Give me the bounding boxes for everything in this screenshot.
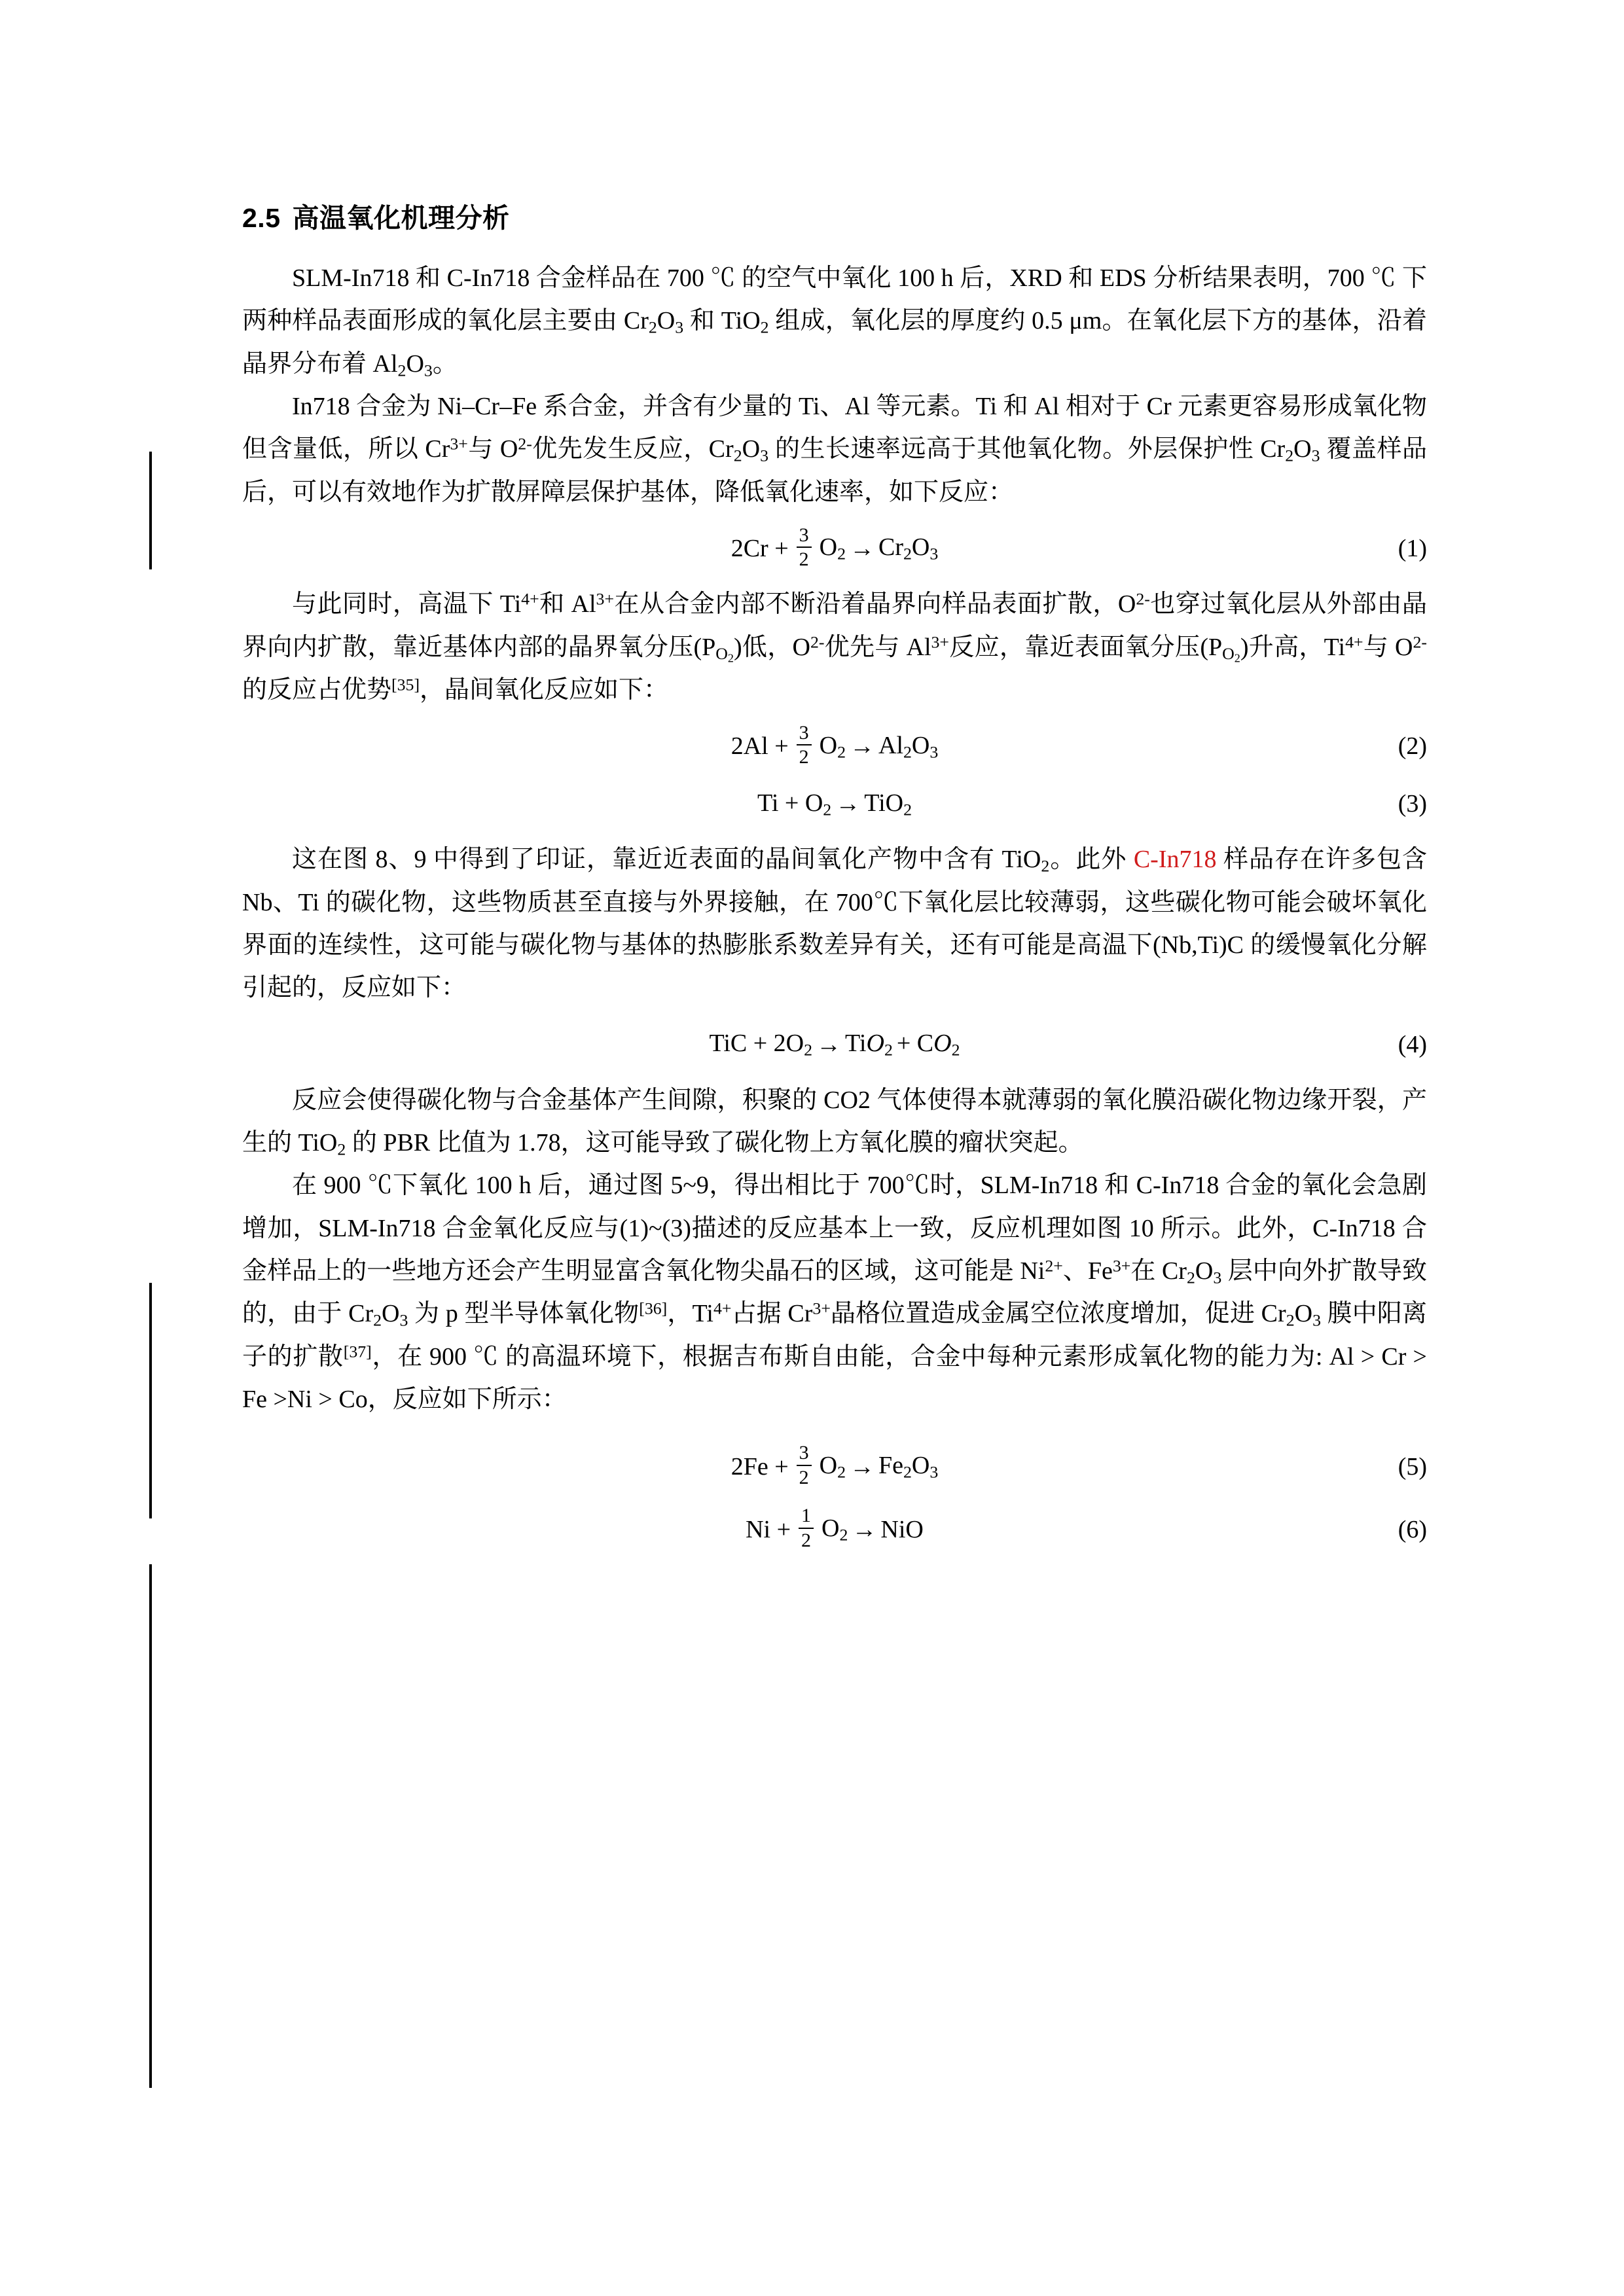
p3-sup-2: 3+: [596, 589, 615, 609]
eq5-lhs: 2Fe +: [731, 1452, 789, 1480]
eq4-lhs: [709, 1029, 812, 1060]
p1-sub-1: 2: [648, 317, 657, 337]
p3-sup-4: 2-: [810, 632, 825, 651]
eq2-mid: [820, 731, 846, 762]
p1-sub-4: 2: [397, 361, 406, 380]
eq5-frac-bar: [797, 1465, 812, 1466]
p3-sub-o2-2: O2: [1222, 643, 1240, 665]
eq5-rhs-sub1: 2: [903, 1462, 912, 1482]
change-bar-1: [149, 452, 152, 569]
p3-text-e: )低，O: [733, 633, 810, 661]
eq1-rhs: [878, 533, 938, 564]
eq1-mid: [820, 533, 846, 564]
p2-sub-3: 2: [1285, 446, 1294, 465]
eq4-rhs-sub-c: 2: [951, 1040, 960, 1060]
eq3-rhs-sub: 2: [903, 799, 912, 819]
eq4-rhs-text-b: Ti: [845, 1029, 867, 1057]
p2-text-c: 优先发生反应，Cr: [532, 435, 734, 463]
eq1-rhs-mid: O: [911, 533, 930, 562]
eq4-arrow: →: [816, 1030, 842, 1058]
p6-text-g: 为 p 型半导体氧化物: [408, 1300, 640, 1328]
p6-sub-2: 3: [1213, 1268, 1222, 1287]
eq5-rhs-mid: O: [911, 1451, 930, 1479]
section-title-text: 高温氧化机理分析: [292, 203, 510, 233]
p5-text-b: 的 PBR 比值为 1.78，这可能导致了碳化物上方氧化膜的瘤状突起。: [346, 1129, 1083, 1157]
p6-sub-3: 2: [373, 1310, 382, 1330]
p6-citation-37: [37]: [343, 1342, 372, 1361]
p4-highlight-c-in718: C-In718: [1133, 846, 1217, 874]
p2-sub-1: 2: [733, 446, 742, 465]
eq5-fraction: [797, 1443, 812, 1488]
p6-sub-5: 2: [1286, 1310, 1295, 1330]
p6-text-d: O: [1195, 1257, 1214, 1285]
p2-text-f: O: [1293, 435, 1312, 463]
p3-text-c: 在从合金内部不断沿着晶界向样品表面扩散，O: [614, 590, 1136, 619]
eq1-rhs-sub1: 2: [903, 544, 912, 564]
p1-text-e: O: [406, 350, 424, 378]
eq5-rhs-text: Fe: [878, 1451, 903, 1479]
p1-sub-3: 2: [760, 317, 769, 337]
eq5-mid-sub: 2: [837, 1462, 846, 1482]
eq6-frac-numerator: 1: [801, 1505, 812, 1527]
eq1-frac-bar: [797, 547, 812, 548]
p2-sup-2: 2-: [518, 434, 532, 454]
p3-text-g: 反应，靠近表面氧分压(P: [948, 633, 1223, 661]
equation-2-number: (2): [1398, 732, 1427, 761]
p3-text-d: 也穿过氧化层从外部由晶界向内扩散，靠近基体内部的晶界氧分压(P: [242, 590, 1427, 661]
eq6-mid: [821, 1514, 848, 1545]
p6-text-j: 占据 Cr: [731, 1300, 813, 1328]
p1-text-a: SLM-In718 和 C-In718 合金样品在 700 ℃ 的空气中氧化 100 h 后，XRD 和 EDS 分析结果表明，700 ℃ 下两种样品表面形成的氧化层主要由 Cr: [242, 264, 1427, 335]
eq6-mid-sub: 2: [839, 1525, 848, 1545]
p3-text-h: )升高，Ti: [1240, 633, 1346, 661]
eq1-mid-text: O: [819, 533, 838, 562]
p3-sup-6: 4+: [1345, 632, 1363, 651]
p2-text-b: 与 O: [467, 435, 518, 463]
p6-sup-3: 4+: [713, 1299, 732, 1318]
p1-text-f: 。: [432, 350, 458, 378]
eq5-mid-text: O: [819, 1451, 838, 1479]
p4-text-c: 样品存在许多包含 Nb、Ti 的碳化物，这些物质甚至直接与外界接触，在 700℃下氧化层比较薄弱，这些碳化物可能会破坏氧化界面的连续性，这可能与碳化物与基体的热膨胀系数差异有关，还有可能是高温下(Nb,Ti)C 的缓慢氧化分解引起的，反应如下：: [242, 846, 1427, 1002]
document-content: [242, 196, 1427, 1552]
p1-text-b: O: [657, 307, 676, 335]
p6-sub-4: 3: [399, 1310, 408, 1330]
p1-text-d: 组成，氧化层的厚度约 0.5 μm。在氧化层下方的基体，沿着晶界分布着 Al: [242, 307, 1427, 378]
p6-sub-6: 3: [1312, 1310, 1321, 1330]
eq6-lhs: Ni +: [746, 1515, 791, 1543]
eq4-lhs-text: TiC + 2O: [709, 1029, 804, 1057]
eq3-rhs-text: TiO: [864, 789, 904, 817]
p6-citation-36: [36]: [639, 1299, 668, 1318]
eq6-fraction: [799, 1505, 814, 1551]
p6-text-l: O: [1294, 1300, 1313, 1328]
eq3-lhs-text: Ti + O: [757, 789, 823, 817]
eq5-frac-denominator: 2: [799, 1466, 809, 1488]
p6-text-a: 在 900 ℃下氧化 100 h 后，通过图 5~9，得出相比于 700℃时，SLM-In718 和 C-In718 合金的氧化会急剧增加，SLM-In718 合金氧化反应与(1)~(3)描述的反应基本上一致，反应机理如图 10 所示。此外，C-In718 合金样品上的一些地方还会产生明显富含氧化物尖晶石的区域，这可能是 Ni: [242, 1172, 1427, 1285]
paragraph-3: [242, 583, 1427, 711]
eq2-lhs: 2Al +: [731, 732, 789, 761]
p3-text-f: 优先与 Al: [824, 633, 931, 661]
equation-4: [242, 1022, 1427, 1067]
p3-text-b: 和 Al: [539, 590, 596, 619]
eq1-fraction: [797, 525, 812, 570]
paragraph-2: [242, 386, 1427, 514]
p6-text-e: 层中向外扩散导致的，由于 Cr: [242, 1257, 1427, 1328]
eq2-frac-numerator: 3: [799, 721, 809, 744]
eq2-rhs-text: Al: [878, 731, 903, 759]
eq5-mid: [820, 1451, 846, 1482]
p3-sup-5: 3+: [931, 632, 949, 651]
eq4-rhs-2: [897, 1029, 960, 1060]
p3-citation-35: [35]: [391, 675, 420, 694]
eq2-arrow: →: [850, 732, 875, 761]
p6-sup-1: 2+: [1045, 1256, 1063, 1276]
eq6-frac-bar: [799, 1528, 814, 1529]
p5-sub-1: 2: [337, 1139, 346, 1159]
eq1-frac-denominator: 2: [799, 548, 809, 571]
p6-sub-1: 2: [1186, 1268, 1195, 1287]
p3-sub-o2-1: O2: [715, 643, 734, 665]
eq1-mid-sub: 2: [837, 544, 846, 564]
p2-text-g: 覆盖样品后，可以有效地作为扩散屏障层保护基体，降低氧化速率，如下反应：: [242, 435, 1427, 506]
eq1-rhs-text: Cr: [878, 533, 903, 562]
paragraph-1: [242, 257, 1427, 386]
eq5-rhs: [878, 1451, 938, 1482]
paragraph-5: [242, 1079, 1427, 1165]
eq2-frac-denominator: 2: [799, 746, 809, 768]
eq4-rhs-1: [845, 1029, 893, 1060]
p6-sup-2: 3+: [1112, 1256, 1131, 1276]
p6-text-i: ，Ti: [667, 1300, 713, 1328]
eq1-arrow: →: [850, 535, 875, 563]
eq4-rhs-text-c: + C: [896, 1029, 934, 1057]
p3-text-a: 与此同时，高温下 Ti: [292, 590, 522, 619]
equation-6-number: (6): [1398, 1515, 1427, 1543]
equation-1: [242, 526, 1427, 571]
equation-4-body: [709, 1029, 960, 1060]
eq6-arrow: →: [852, 1515, 877, 1543]
equation-3: [242, 781, 1427, 827]
eq2-rhs-sub1: 2: [903, 742, 912, 761]
page-title: [242, 196, 1427, 235]
p3-text-j: 的反应占优势: [242, 675, 392, 704]
equation-5: [242, 1444, 1427, 1490]
eq3-lhs-sub: 2: [823, 799, 832, 819]
p6-text-f: O: [382, 1300, 400, 1328]
p2-text-e: 的生长速率远高于其他氧化物。外层保护性 Cr: [768, 435, 1286, 463]
eq6-rhs: NiO: [880, 1515, 924, 1543]
equation-3-number: (3): [1398, 790, 1427, 818]
equation-5-number: (5): [1398, 1452, 1427, 1480]
p6-text-c: 在 Cr: [1130, 1257, 1187, 1285]
p3-text-i: 与 O: [1363, 633, 1413, 661]
eq3-arrow: →: [835, 790, 861, 818]
p2-text-d: O: [742, 435, 761, 463]
equation-6: [242, 1507, 1427, 1552]
eq1-frac-numerator: 3: [799, 524, 809, 546]
p3-sup-7: 2-: [1413, 632, 1427, 651]
p6-sup-4: 3+: [812, 1299, 831, 1318]
p3-text-l: ，晶间氧化反应如下：: [420, 675, 669, 704]
p2-sup-1: 3+: [450, 434, 468, 454]
p4-text-a: 这在图 8、9 中得到了印证，靠近近表面的晶间氧化产物中含有 TiO: [292, 846, 1041, 874]
equation-1-body: [731, 526, 939, 571]
eq1-rhs-sub2: 3: [929, 544, 939, 564]
eq2-frac-bar: [797, 744, 812, 745]
paragraph-4: [242, 838, 1427, 1009]
p3-sup-3: 2-: [1136, 589, 1150, 609]
p2-sub-2: 3: [760, 446, 768, 465]
p4-sub-1: 2: [1041, 856, 1050, 876]
eq2-fraction: [797, 723, 812, 768]
eq2-mid-text: O: [819, 731, 838, 759]
section-number: 2.5: [242, 203, 281, 233]
p2-sub-4: 3: [1311, 446, 1320, 465]
eq6-frac-denominator: 2: [801, 1529, 812, 1551]
p6-text-m: 膜中阳离子的扩散: [242, 1300, 1427, 1371]
eq4-rhs-sub-b: 2: [884, 1040, 893, 1060]
equation-2: [242, 723, 1427, 769]
change-bar-2: [149, 1283, 152, 1518]
paragraph-6: [242, 1164, 1427, 1421]
p1-sub-5: 3: [424, 361, 433, 380]
equation-4-number: (4): [1398, 1030, 1427, 1058]
equation-1-number: (1): [1398, 535, 1427, 563]
p5-text-a: 反应会使得碳化物与合金基体产生间隙，积聚的 CO2 气体使得本就薄弱的氧化膜沿碳化物边缘开裂，产生的 TiO: [242, 1086, 1427, 1157]
equation-5-body: [731, 1444, 939, 1489]
eq3-lhs: [757, 789, 831, 819]
eq4-rhs-ital-c: O: [933, 1029, 952, 1057]
eq5-arrow: →: [850, 1452, 875, 1480]
eq5-rhs-sub2: 3: [929, 1462, 939, 1482]
p2-text-a: In718 合金为 Ni–Cr–Fe 系合金，并含有少量的 Ti、Al 等元素。Ti 和 Al 相对于 Cr 元素更容易形成氧化物但含量低，所以 Cr: [242, 393, 1427, 463]
equation-3-body: [757, 789, 912, 819]
p1-sub-2: 3: [675, 317, 684, 337]
eq2-rhs-sub2: 3: [929, 742, 939, 761]
eq4-lhs-sub: 2: [804, 1040, 813, 1060]
eq2-mid-sub: 2: [837, 742, 846, 761]
p6-text-k: 晶格位置造成金属空位浓度增加，促进 Cr: [830, 1300, 1286, 1328]
p6-text-b: 、Fe: [1062, 1257, 1113, 1285]
p4-text-b: 。此外: [1049, 846, 1134, 874]
change-bar-3: [149, 1564, 152, 2088]
eq6-mid-text: O: [821, 1514, 840, 1542]
eq1-lhs: 2Cr +: [731, 535, 789, 563]
eq2-rhs: [878, 731, 938, 762]
eq5-frac-numerator: 3: [799, 1442, 809, 1464]
p6-text-o: ，在 900 ℃ 的高温环境下，根据吉布斯自由能，合金中每种元素形成氧化物的能力为: Al > Cr > Fe >Ni > Co，反应如下所示：: [242, 1342, 1427, 1414]
p3-sup-1: 4+: [521, 589, 539, 609]
eq3-rhs: [864, 789, 912, 819]
p1-text-c: 和 TiO: [683, 307, 761, 335]
equation-2-body: [731, 721, 939, 769]
eq2-rhs-mid: O: [911, 731, 930, 759]
eq4-rhs-ital-b: O: [866, 1029, 884, 1057]
equation-6-body: [746, 1507, 924, 1552]
